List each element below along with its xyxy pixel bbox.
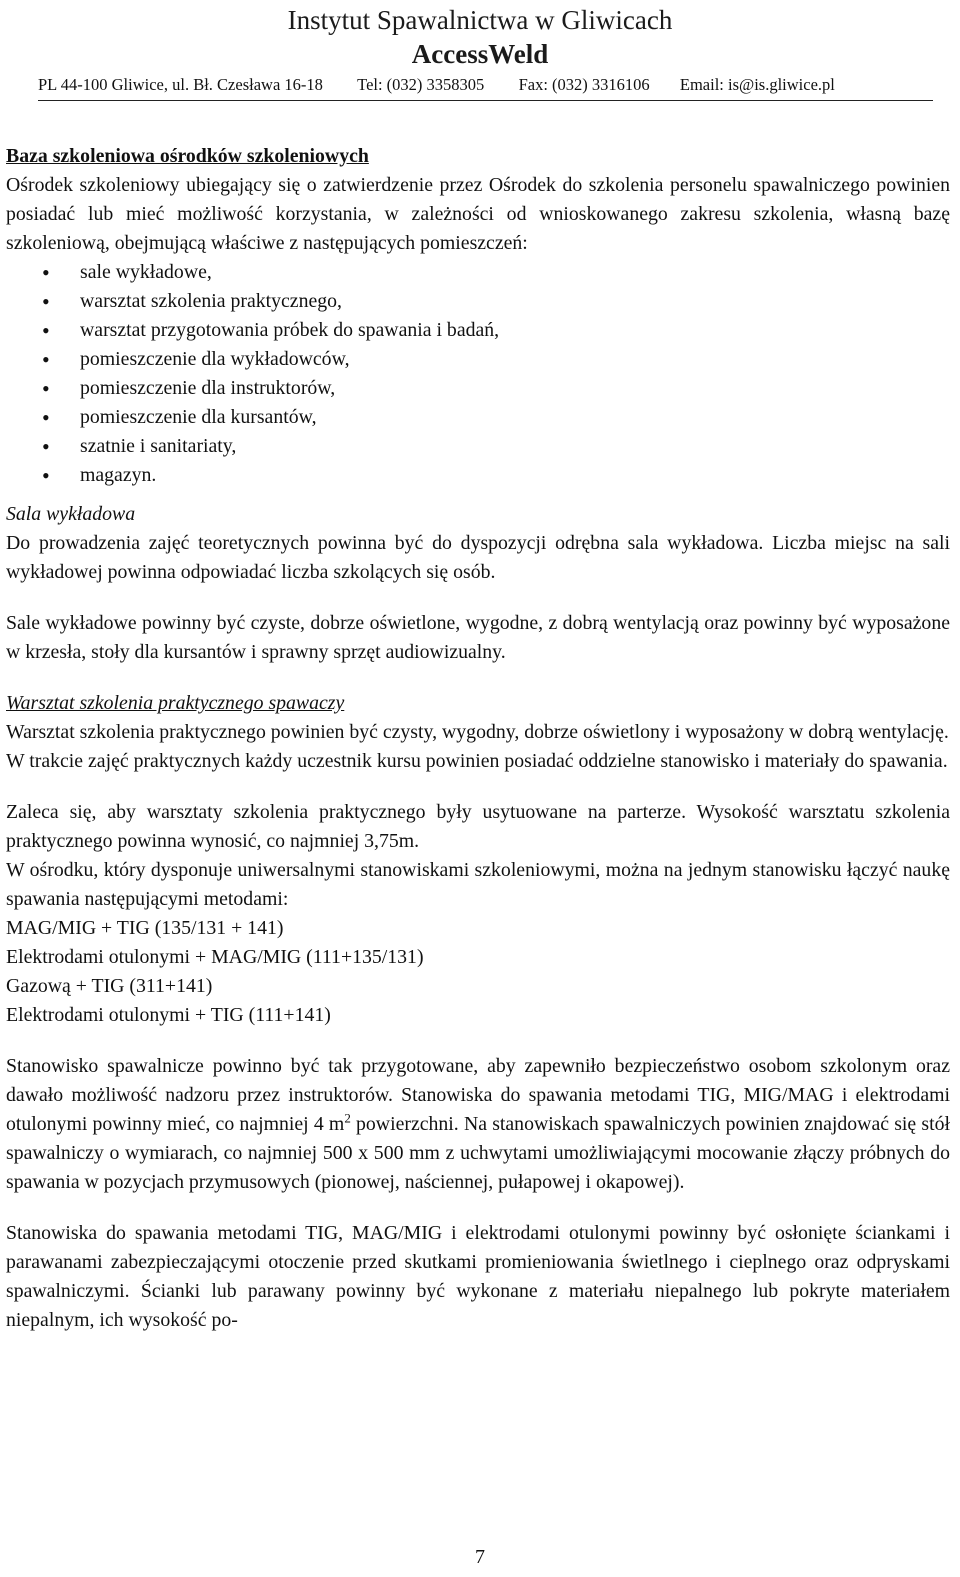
header-rule [38,100,933,101]
room-list [6,258,950,490]
contact-line [38,74,835,96]
document-body [6,142,950,1335]
section-title-lecture-room: Sala wykładowa [6,503,136,525]
list-item: • sale wykładowe, [6,258,950,287]
institute-name: Instytut Spawalnictwa w Gliwicach [287,5,673,35]
list-item: • warsztat szkolenia praktycznego, [6,287,950,316]
email: Email: is@is.gliwice.pl [679,75,835,94]
paragraph-lecture-1: Do prowadzenia zajęć teoretycznych powinna być do dyspozycji odrębna sala wykładowa. Liczba miejsc na sali wykładowej powinna odpowiadać liczba szkolących się osób. [6,532,950,583]
list-item: • pomieszczenie dla instruktorów, [6,374,950,403]
section-title-workshop: Warsztat szkolenia praktycznego spawaczy [6,692,345,714]
paragraph-workshop-5 [6,1052,950,1197]
brand-name: AccessWeld [411,39,549,69]
list-item: • szatnie i sanitariaty, [6,432,950,461]
method-line: Gazową + TIG (311+141) [6,975,213,997]
paragraph-workshop-6: Stanowiska do spawania metodami TIG, MAG/MIG i elektrodami otulonymi powinny być osłonięte ściankami i parawanami zabezpieczającymi otoczenie przed skutkami promieniowania świetlnego i cieplnego oraz odpryskami spawalniczymi. Ścianki lub parawany powinny być wykonane z materiału niepalnego lub pokryte materiałem niepalnym, ich wysokość po- [6,1222,950,1331]
paragraph-workshop-4: W ośrodku, który dysponuje uniwersalnymi stanowiskami szkoleniowymi, można na jednym stanowisku łączyć naukę spawania następującymi metodami: [6,859,950,910]
section-title-training-base: Baza szkoleniowa ośrodków szkoleniowych [6,145,369,167]
list-item: • pomieszczenie dla kursantów, [6,403,950,432]
method-line: Elektrodami otulonymi + MAG/MIG (111+135/131) [6,946,424,968]
paragraph-5-part-b: powierzchni. Na stanowiskach spawalniczych powinien znajdować się stół spawalniczy o wymiarach, co najmniej 500 x 500 mm z uchwytami umożliwiającymi mocowanie złączy próbnych do spawania w pozycjach przymusowych (pionowej, naściennej, pułapowej i okapowej). [6,1113,950,1193]
paragraph-workshop-1: Warsztat szkolenia praktycznego powinien być czysty, wygodny, dobrze oświetlony i wyposażony w dobrą wentylację. [6,721,949,743]
list-item: • warsztat przygotowania próbek do spawania i badań, [6,316,950,345]
method-line: MAG/MIG + TIG (135/131 + 141) [6,917,284,939]
paragraph-lecture-2: Sale wykładowe powinny być czyste, dobrze oświetlone, wygodne, z dobrą wentylacją oraz powinny być wyposażone w krzesła, stoły dla kursantów i sprawny sprzęt audiowizualny. [6,612,950,663]
page-number: 7 [475,1546,485,1568]
paragraph-workshop-3: Zaleca się, aby warsztaty szkolenia praktycznego były usytuowane na parterze. Wysokość warsztatu szkolenia praktycznego powinna wynosić, co najmniej 3,75m. [6,801,950,852]
superscript-2: 2 [344,1110,351,1126]
telephone: Tel: (032) 3358305 [357,75,485,94]
list-item: • pomieszczenie dla wykładowców, [6,345,950,374]
paragraph-workshop-2: W trakcie zajęć praktycznych każdy uczestnik kursu powinien posiadać oddzielne stanowisko i materiały do spawania. [6,750,948,772]
paragraph-intro: Ośrodek szkoleniowy ubiegający się o zatwierdzenie przez Ośrodek do szkolenia personelu spawalniczego powinien posiadać lub mieć możliwość korzystania, w zależności od wnioskowanego zakresu szkolenia, własną bazę szkoleniową, obejmującą właściwe z następujących pomieszczeń: [6,174,950,254]
address: PL 44-100 Gliwice, ul. Bł. Czesława 16-18 [38,75,323,94]
fax: Fax: (032) 3316106 [518,75,650,94]
paragraph-5-part-a: Stanowisko spawalnicze powinno być tak przygotowane, aby zapewniło bezpieczeństwo osobom szkolonym oraz dawało możliwość nadzoru przez instruktorów. Stanowiska do spawania metodami TIG, MIG/MAG i elektrodami otulonymi powinny mieć, co najmniej 4 m [6,1055,950,1135]
list-item: • magazyn. [6,461,950,490]
method-line: Elektrodami otulonymi + TIG (111+141) [6,1004,331,1026]
